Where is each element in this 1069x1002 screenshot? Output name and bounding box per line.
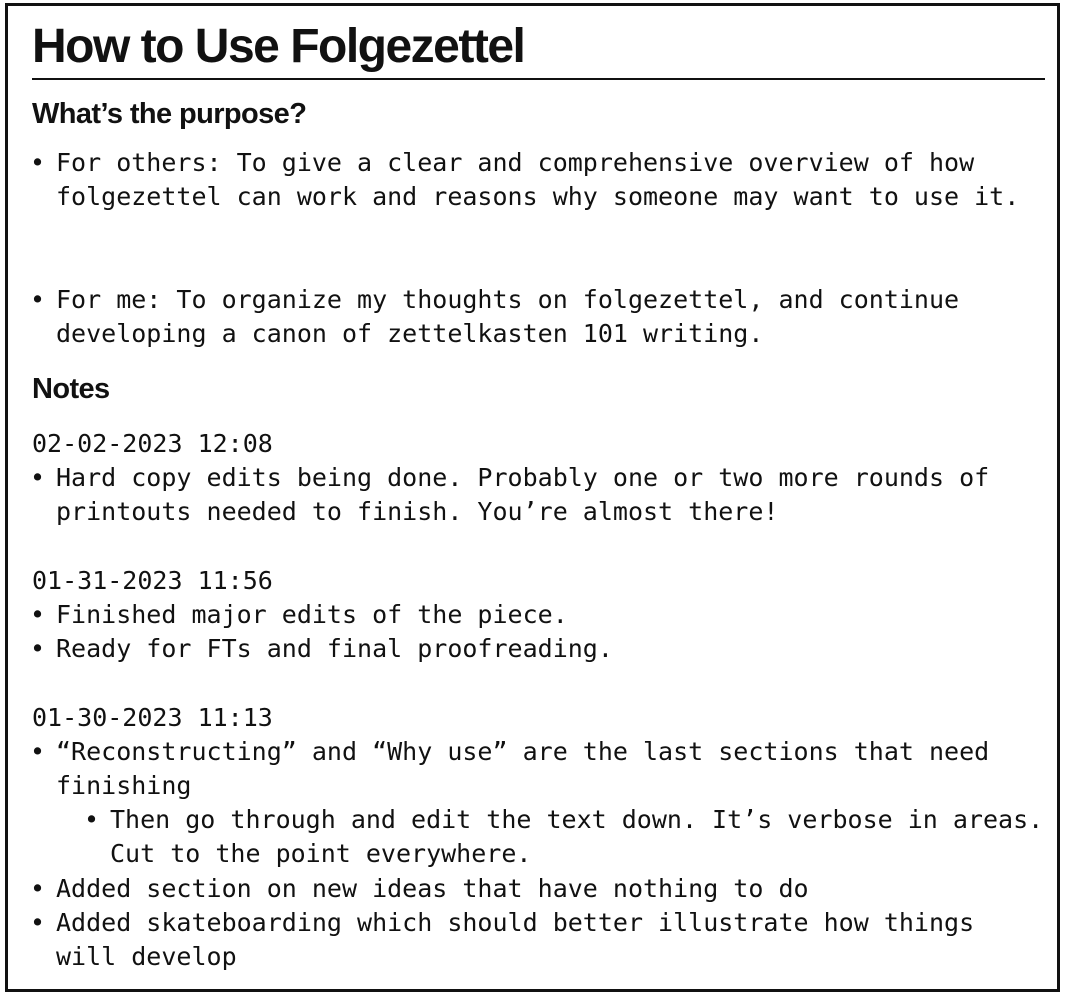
note-timestamp: 01-30-2023 11:13 xyxy=(32,703,273,732)
list-item xyxy=(30,632,1041,666)
document-frame xyxy=(5,3,1060,992)
bullet-icon: • xyxy=(30,285,46,314)
list-item xyxy=(30,735,1041,803)
note-timestamp: 02-02-2023 12:08 xyxy=(32,429,273,458)
bullet-icon: • xyxy=(30,600,46,629)
note-item-text: Finished major edits of the piece. xyxy=(56,600,568,629)
bullet-icon: • xyxy=(30,148,46,177)
note-item-text: Added section on new ideas that have nothing to do xyxy=(56,874,809,903)
purpose-item-text: For others: To give a clear and comprehensive overview of how folgezettel can work and reasons why someone may want to use it. xyxy=(56,148,1020,211)
list-item xyxy=(30,146,1041,214)
note-item-text: Ready for FTs and final proofreading. xyxy=(56,634,613,663)
list-item xyxy=(30,598,1041,632)
bullet-icon: • xyxy=(30,737,46,766)
list-item xyxy=(30,461,1041,529)
title-divider xyxy=(32,78,1045,80)
bullet-icon: • xyxy=(30,463,46,492)
note-item-text: Hard copy edits being done. Probably one or two more rounds of printouts needed to finish. You’re almost there! xyxy=(56,463,990,526)
bullet-icon: • xyxy=(84,805,100,834)
notes-heading: Notes xyxy=(32,373,110,405)
page-title: How to Use Folgezettel xyxy=(32,20,525,73)
list-item xyxy=(30,872,1041,906)
list-item xyxy=(30,283,1041,351)
bullet-icon: • xyxy=(30,908,46,937)
purpose-heading: What’s the purpose? xyxy=(32,98,307,130)
bullet-icon: • xyxy=(30,874,46,903)
list-item xyxy=(30,906,1041,974)
bullet-icon: • xyxy=(30,634,46,663)
purpose-item-text: For me: To organize my thoughts on folgezettel, and continue developing a canon of zettelkasten 101 writing. xyxy=(56,285,960,348)
list-item-nested xyxy=(84,803,1045,871)
note-item-text: “Reconstructing” and “Why use” are the last sections that need finishing xyxy=(56,737,990,800)
note-item-text: Then go through and edit the text down. It’s verbose in areas. Cut to the point everywhere. xyxy=(110,805,1044,868)
note-item-text: Added skateboarding which should better illustrate how things will develop xyxy=(56,908,975,971)
note-timestamp: 01-31-2023 11:56 xyxy=(32,566,273,595)
